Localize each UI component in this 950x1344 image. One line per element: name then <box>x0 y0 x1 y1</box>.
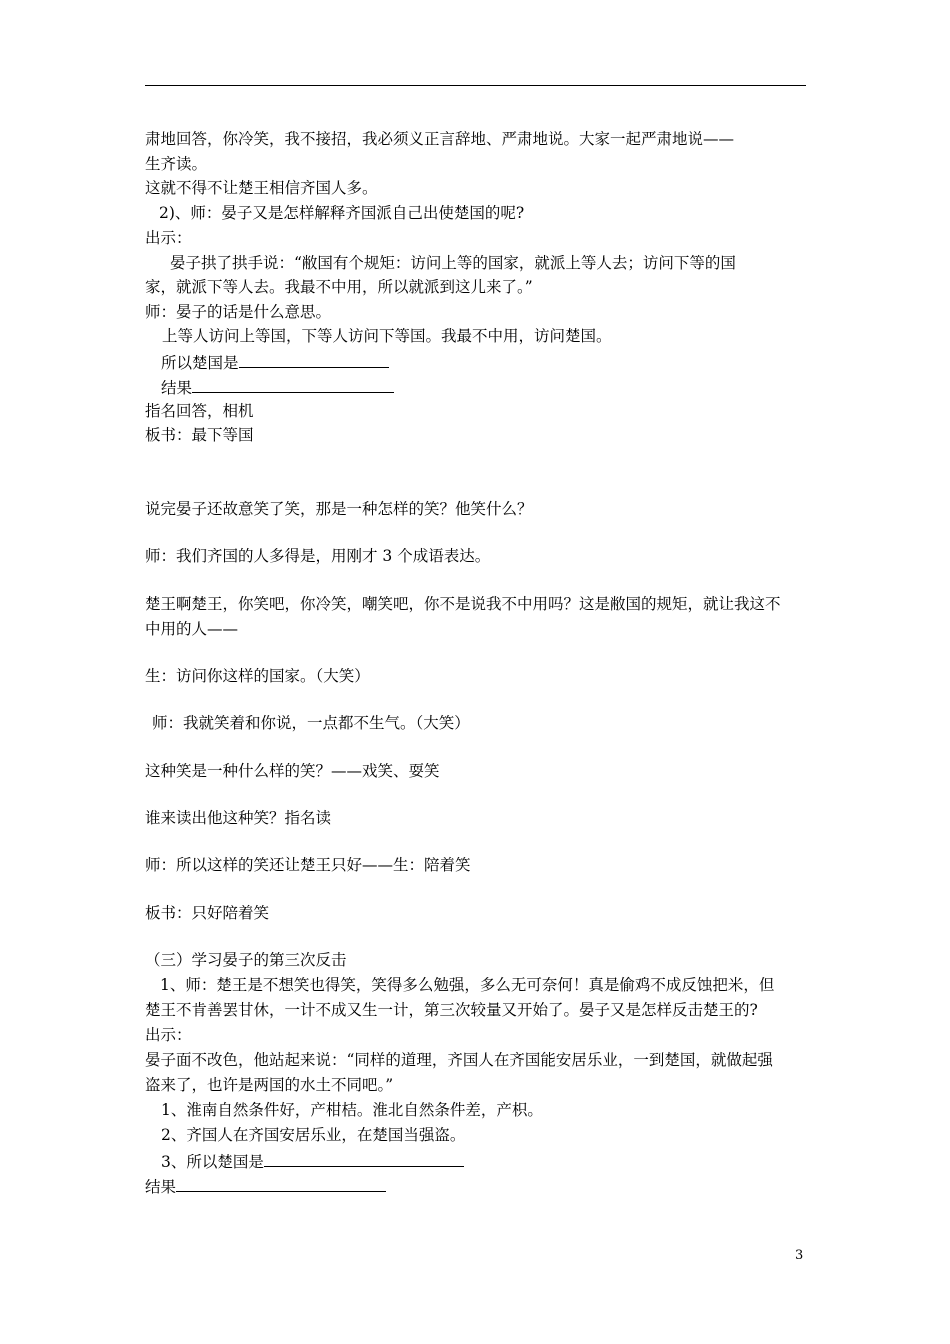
text-line-3: 这就不得不让楚王相信齐国人多。 <box>145 179 378 197</box>
section-heading: （三）学习晏子的第三次反击 <box>145 951 347 969</box>
text-line-23: 板书：只好陪着笑 <box>145 904 270 922</box>
text-line-1: 肃地回答，你冷笑，我不接招，我必须义正言辞地、严肃地说。大家一起严肃地说—— <box>145 130 735 148</box>
text-line-6: 晏子拱了拱手说：“敝国有个规矩：访问上等的国家，就派上等人去；访问下等的国 <box>170 254 736 272</box>
text-line-5: 出示： <box>145 229 192 247</box>
fill-in-line-3 <box>161 1150 464 1172</box>
text-line-17: 中用的人—— <box>145 620 239 638</box>
text-line-27: 出示： <box>145 1026 192 1044</box>
text-line-7: 家，就派下等人去。我最不中用，所以就派到这儿来了。” <box>145 278 533 296</box>
answer-blank-4 <box>176 1175 386 1192</box>
text-line-9: 上等人访问上等国，下等人访问下等国。我最不中用，访问楚国。 <box>162 327 612 345</box>
answer-blank-3 <box>264 1150 464 1167</box>
text-line-2: 生齐读。 <box>145 155 208 173</box>
answer-blank-2 <box>192 376 394 393</box>
text-line-26: 楚王不肯善罢甘休，一计不成又生一计，第三次较量又开始了。晏子又是怎样反击楚王的? <box>145 1001 758 1019</box>
fill-in-line-1 <box>161 351 389 373</box>
text-line-30: 1、淮南自然条件好，产柑桔。淮北自然条件差，产枳。 <box>161 1101 543 1119</box>
text-line-4: 2)、师：晏子又是怎样解释齐国派自己出使楚国的呢? <box>159 204 525 222</box>
text-line-22: 师：所以这样的笑还让楚王只好——生：陪着笑 <box>145 856 471 874</box>
text-line-31: 2、齐国人在齐国安居乐业，在楚国当强盗。 <box>161 1126 466 1144</box>
text-line-28: 晏子面不改色，他站起来说：“同样的道理，齐国人在齐国能安居乐业，一到楚国，就做起强 <box>145 1051 773 1069</box>
text-line-12: 指名回答，相机 <box>145 402 254 420</box>
text-line-19: 师：我就笑着和你说，一点都不生气。（大笑） <box>152 714 470 732</box>
fill-in-line-4 <box>145 1175 386 1197</box>
text-line-25: 1、师：楚王是不想笑也得笑，笑得多么勉强，多么无可奈何！真是偷鸡不成反蚀把米，但 <box>160 976 775 994</box>
text-line-16: 楚王啊楚王，你笑吧，你冷笑，嘲笑吧，你不是说我不中用吗？这是敝国的规矩，就让我这不 <box>145 595 781 613</box>
text-line-15: 师：我们齐国的人多得是，用刚才 3 个成语表达。 <box>145 547 491 565</box>
text-line-20: 这种笑是一种什么样的笑？——戏笑、耍笑 <box>145 762 440 780</box>
page-number: 3 <box>795 1248 804 1263</box>
text-line-14: 说完晏子还故意笑了笑，那是一种怎样的笑？他笑什么？ <box>145 500 533 518</box>
text-line-13: 板书：最下等国 <box>145 426 254 444</box>
answer-blank-1 <box>239 351 389 368</box>
fill-in-label-3: 3、所以楚国是 <box>161 1153 264 1171</box>
text-line-18: 生：访问你这样的国家。（大笑） <box>145 667 370 685</box>
text-line-21: 谁来读出他这种笑？指名读 <box>145 809 332 827</box>
fill-in-label-4: 结果 <box>145 1178 177 1196</box>
fill-in-line-2 <box>161 376 394 398</box>
fill-in-label-2: 结果 <box>161 379 193 397</box>
text-line-29: 盗来了，也许是两国的水土不同吧。” <box>145 1076 394 1094</box>
text-line-8: 师：晏子的话是什么意思。 <box>145 303 332 321</box>
header-rule <box>145 85 806 86</box>
fill-in-label-1: 所以楚国是 <box>161 354 239 372</box>
